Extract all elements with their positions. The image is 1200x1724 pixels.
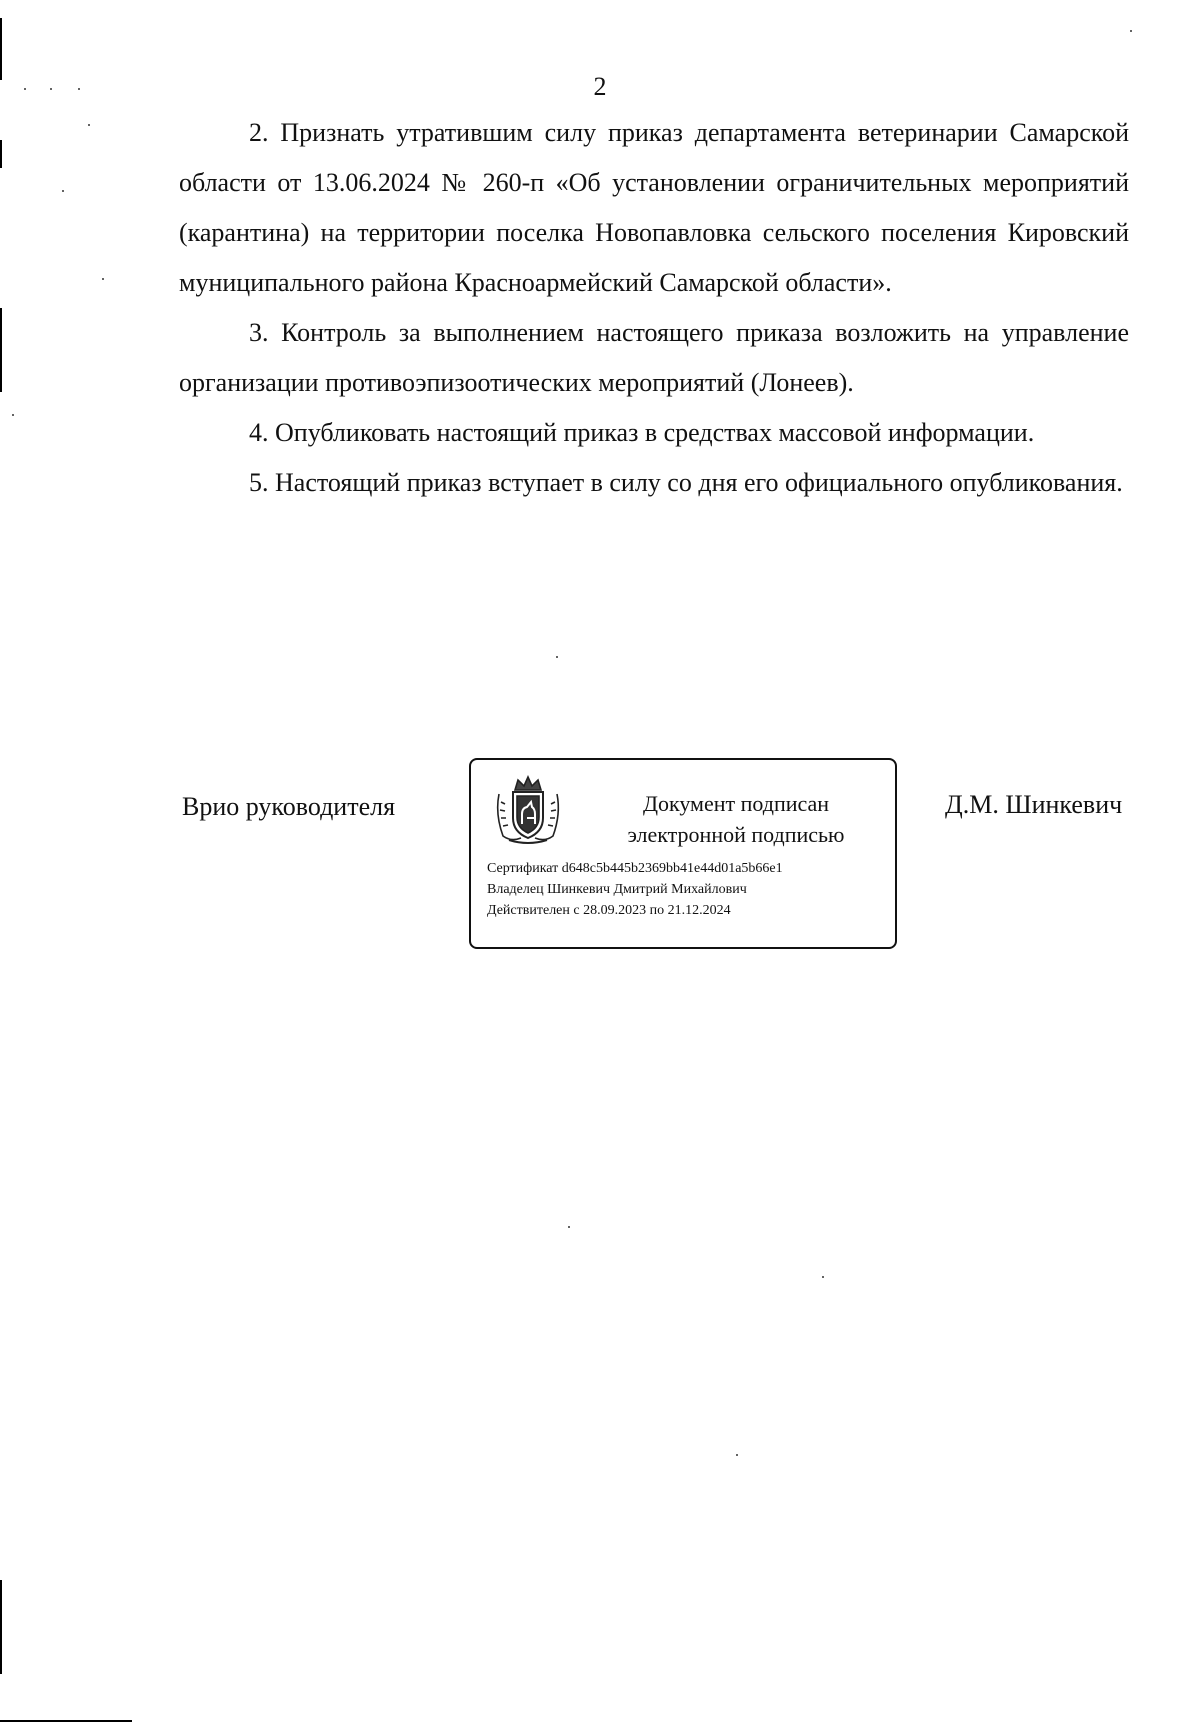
scan-speck: [556, 656, 558, 658]
paragraph-2: 2. Признать утратившим силу приказ департамента ветеринарии Самарской области от 13.06.2024 № 260-п «Об установлении ограничительных мероприятий (карантина) на территории поселка Новопавловка сельского поселения Кировский муниципального района Красноармейский Самарской области».: [179, 118, 1129, 297]
scan-speck: [24, 88, 26, 90]
e-signature-stamp: [469, 758, 897, 949]
scan-speck: [102, 278, 104, 280]
stamp-title-line-1: Документ подписан: [642, 791, 830, 816]
stamp-title: [601, 788, 871, 850]
scan-edge-mark: [0, 18, 2, 80]
paragraph-3: 3. Контроль за выполнением настоящего приказа возложить на управление организации противоэпизоотических мероприятий (Лонеев).: [179, 318, 1129, 397]
scan-speck: [568, 1226, 570, 1228]
document-body: [179, 108, 1129, 508]
stamp-details: [487, 858, 783, 921]
certificate-validity: Действителен с 28.09.2023 по 21.12.2024: [487, 903, 731, 918]
scan-edge-mark: [0, 1720, 132, 1722]
paragraph-5: 5. Настоящий приказ вступает в силу со дня его официального опубликования.: [249, 468, 1123, 497]
scan-speck: [12, 414, 14, 416]
scan-edge-mark: [0, 1580, 2, 1674]
scan-speck: [78, 88, 80, 90]
scan-speck: [736, 1454, 738, 1456]
paragraph-4: 4. Опубликовать настоящий приказ в средствах массовой информации.: [249, 418, 1035, 447]
stamp-title-line-2: электронной подписью: [627, 822, 845, 847]
scan-edge-mark: [0, 308, 2, 392]
certificate-owner: Владелец Шинкевич Дмитрий Михайлович: [487, 882, 747, 897]
samara-coat-of-arms-icon: [491, 774, 565, 846]
certificate-number: Сертификат d648c5b445b2369bb41e44d01a5b66e1: [487, 861, 783, 876]
page-number: 2: [593, 72, 607, 101]
scan-speck: [88, 124, 90, 126]
scan-speck: [50, 88, 52, 90]
scan-speck: [1130, 30, 1132, 32]
signatory-position: Врио руководителя: [182, 792, 396, 821]
scan-speck: [822, 1276, 824, 1278]
scan-edge-mark: [0, 140, 2, 168]
signatory-name: Д.М. Шинкевич: [945, 790, 1123, 819]
scan-speck: [62, 190, 64, 192]
